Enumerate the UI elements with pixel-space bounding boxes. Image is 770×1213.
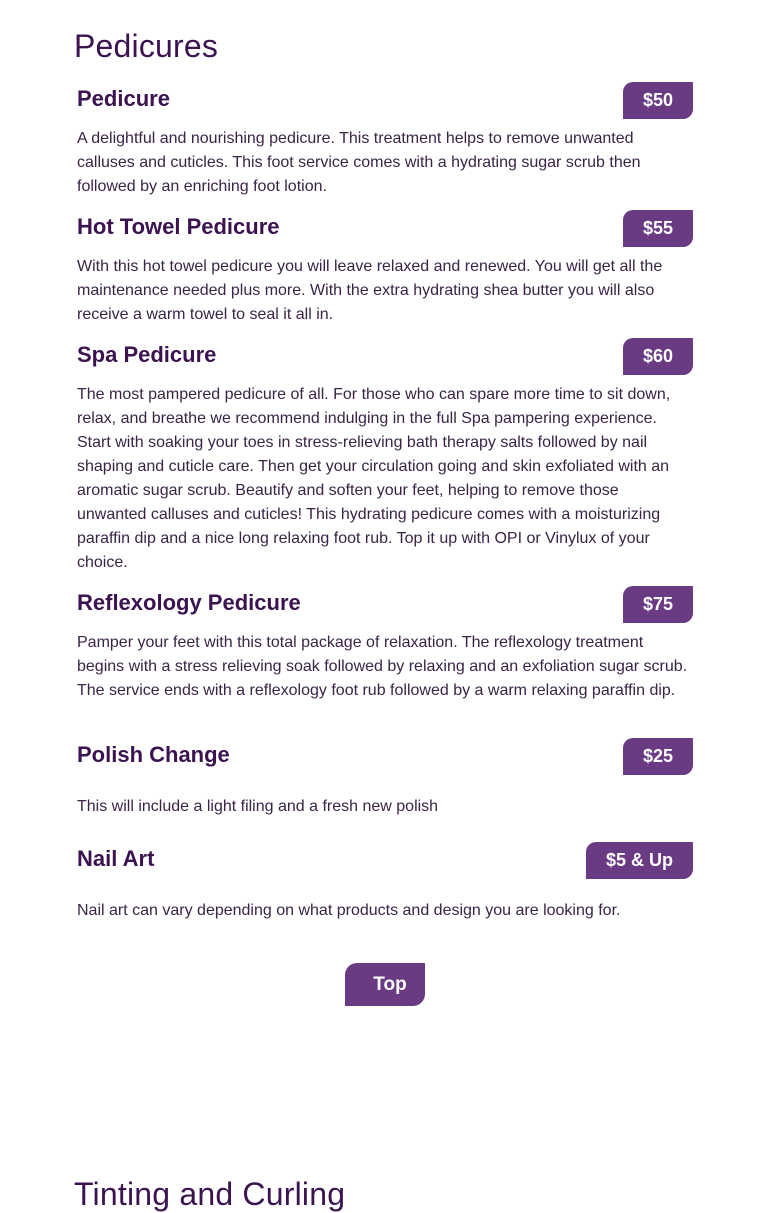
price-badge: $75 [623,586,693,623]
service-name: Reflexology Pedicure [77,590,301,615]
service-description: With this hot towel pedicure you will leave relaxed and renewed. You will get all the maintenance needed plus more. With the extra hydrating shea butter you will also receive a warm towel to seal it all in. [77,258,663,323]
service-name: Spa Pedicure [77,342,217,367]
service-name: Polish Change [77,742,230,767]
service-description: A delightful and nourishing pedicure. This treatment helps to remove unwanted calluses and cuticles. This foot service comes with a hydrating sugar scrub then followed by an enriching foot lotion. [77,130,641,195]
price-badge: $55 [623,210,693,247]
price-badge: $5 & Up [586,842,693,879]
service-header [77,210,693,248]
price-badge: $50 [623,82,693,119]
price-badge: $60 [623,338,693,375]
service-header [77,586,693,624]
service-header [77,738,693,776]
back-to-top-button[interactable]: Top [345,963,425,1006]
service-description: The most pampered pedicure of all. For those who can spare more time to sit down, relax, and breathe we recommend indulging in the full Spa pampering experience. Start with soaking your toes in stress-relieving bath therapy salts followed by nail shaping and cuticle care. Then get your circulation going and skin exfoliated with an aromatic sugar scrub. Beautify and soften your feet, helping to remove those unwanted calluses and cuticles! This hydrating pedicure comes with a moisturizing paraffin dip and a nice long relaxing foot rub. Top it up with OPI or Vinylux of your choice. [77,386,671,571]
service-item-nail-art [77,842,693,919]
section-title-pedicures: Pedicures [74,28,219,64]
service-item-polish-change [77,738,693,815]
service-name: Pedicure [77,86,170,111]
service-header [77,842,693,880]
section-title-tinting-and-curling: Tinting and Curling [74,1176,346,1212]
service-item-pedicure [77,82,693,195]
service-header [77,338,693,376]
service-description: Nail art can vary depending on what products and design you are looking for. [77,902,621,919]
service-item-spa-pedicure [77,338,693,571]
service-name: Hot Towel Pedicure [77,214,280,239]
service-item-reflexology-pedicure [77,586,693,699]
service-header [77,82,693,120]
service-item-hot-towel-pedicure [77,210,693,323]
service-description: Pamper your feet with this total package of relaxation. The reflexology treatment begins with a stress relieving soak followed by relaxing and an exfoliation sugar scrub. The service ends with a reflexology foot rub followed by a warm relaxing paraffin dip. [77,634,688,699]
service-name: Nail Art [77,846,155,871]
price-badge: $25 [623,738,693,775]
service-description: This will include a light filing and a fresh new polish [77,798,439,815]
